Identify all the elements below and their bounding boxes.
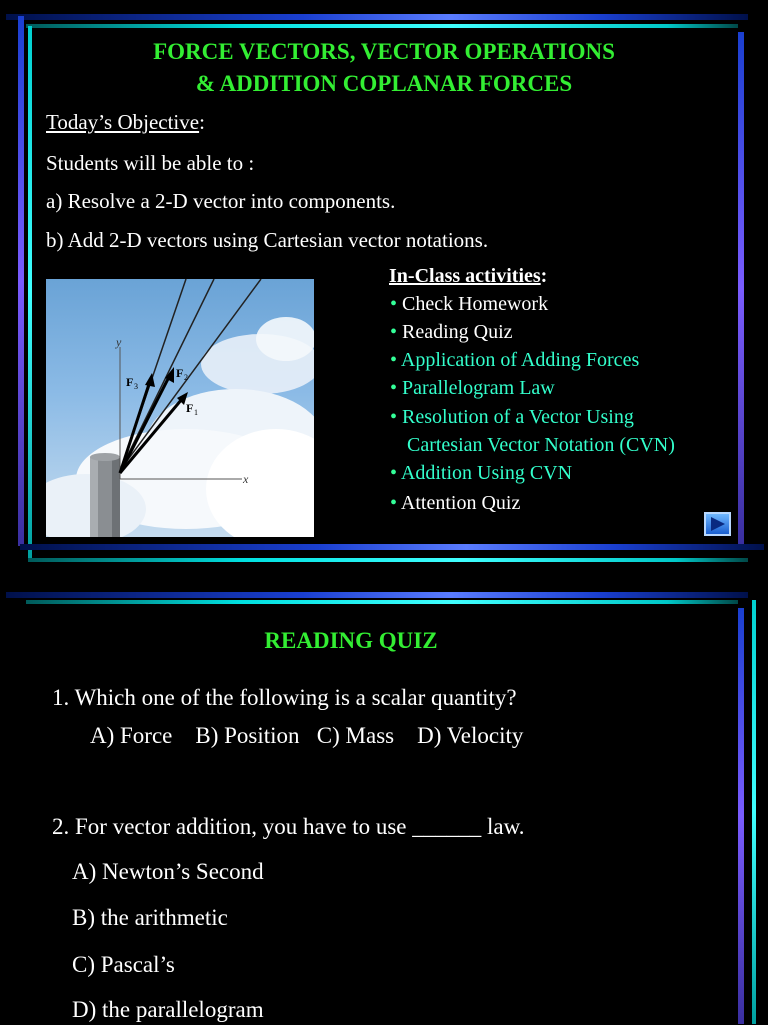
right-cyan-bar: [752, 600, 756, 1024]
objective-a: a) Resolve a 2-D vector into components.: [46, 189, 396, 213]
question-2: 2. For vector addition, you have to use ______ law.: [52, 814, 525, 839]
activity-application-of-adding-forces: [390, 346, 639, 374]
top-blue-bar: [6, 14, 748, 20]
question-2-option-b: B) the arithmetic: [72, 905, 228, 930]
play-arrow-icon: [706, 514, 729, 534]
activity-label: Attention Quiz: [400, 492, 521, 514]
objective-intro: Students will be able to :: [46, 151, 255, 175]
right-blue-bar: [738, 32, 744, 544]
activities-heading-text: In-Class activities: [389, 265, 541, 287]
objective-heading-text: Today’s Objective: [46, 110, 200, 134]
activity-label: Parallelogram Law: [402, 377, 555, 399]
activity-attention-quiz: [390, 489, 520, 517]
activity-bullet: •: [390, 492, 398, 514]
y-axis-label: y: [116, 335, 122, 349]
activity-bullet: •: [390, 293, 398, 315]
activity-bullet: •: [390, 377, 398, 399]
left-cyan-bar: [28, 26, 32, 558]
f2-subscript: 2: [184, 373, 188, 382]
activity-resolution-of-a-vector: [390, 403, 634, 431]
f3-label: F: [126, 375, 134, 389]
activity-cvn-continuation: Cartesian Vector Notation (CVN): [407, 434, 675, 456]
activity-check-homework: [390, 290, 548, 318]
activity-reading-quiz: [390, 318, 513, 346]
right-blue-bar: [738, 608, 744, 1024]
objective-heading: [46, 109, 205, 135]
activity-label: Reading Quiz: [402, 321, 513, 343]
activity-addition-using-cvn: [390, 459, 572, 487]
bottom-blue-bar: [20, 544, 764, 550]
f1-subscript: 1: [194, 408, 198, 417]
x-axis-label: x: [243, 472, 249, 486]
pole-force-figure: [46, 279, 314, 537]
slide-title-line-2: & ADDITION COPLANAR FORCES: [195, 71, 573, 96]
question-2-option-d: D) the parallelogram: [72, 997, 264, 1022]
activity-label: Check Homework: [402, 293, 549, 315]
question-1: 1. Which one of the following is a scalar quantity?: [52, 685, 517, 710]
activity-bullet: •: [390, 406, 398, 428]
question-1-options: A) Force B) Position C) Mass D) Velocity: [90, 723, 524, 748]
top-cyan-bar: [26, 600, 738, 604]
activity-label: Application of Adding Forces: [400, 349, 640, 371]
activity-bullet: •: [390, 462, 398, 484]
objective-heading-colon: :: [199, 110, 205, 134]
question-2-option-c: C) Pascal’s: [72, 952, 175, 977]
next-slide-button[interactable]: [704, 512, 731, 536]
activity-label: Resolution of a Vector Using: [402, 406, 634, 428]
slide-gap: [0, 572, 768, 586]
f2-label: F: [176, 366, 184, 380]
reading-quiz-title: READING QUIZ: [264, 628, 438, 653]
activity-bullet: •: [390, 349, 398, 371]
slide-title-line-1: FORCE VECTORS, VECTOR OPERATIONS: [153, 39, 615, 64]
activities-heading-colon: :: [540, 265, 548, 287]
question-2-option-a: A) Newton’s Second: [72, 859, 264, 884]
f3-subscript: 3: [134, 382, 138, 391]
top-blue-bar: [6, 592, 748, 598]
pole-force-illustration: [46, 279, 314, 537]
activity-label: Addition Using CVN: [400, 462, 573, 484]
activities-heading: [389, 262, 547, 290]
f1-label: F: [186, 401, 194, 415]
objective-b: b) Add 2-D vectors using Cartesian vector notations.: [46, 228, 489, 252]
top-cyan-bar: [26, 24, 738, 28]
activity-bullet: •: [390, 321, 398, 343]
activity-parallelogram-law: [390, 374, 555, 402]
bottom-cyan-bar: [28, 558, 748, 562]
